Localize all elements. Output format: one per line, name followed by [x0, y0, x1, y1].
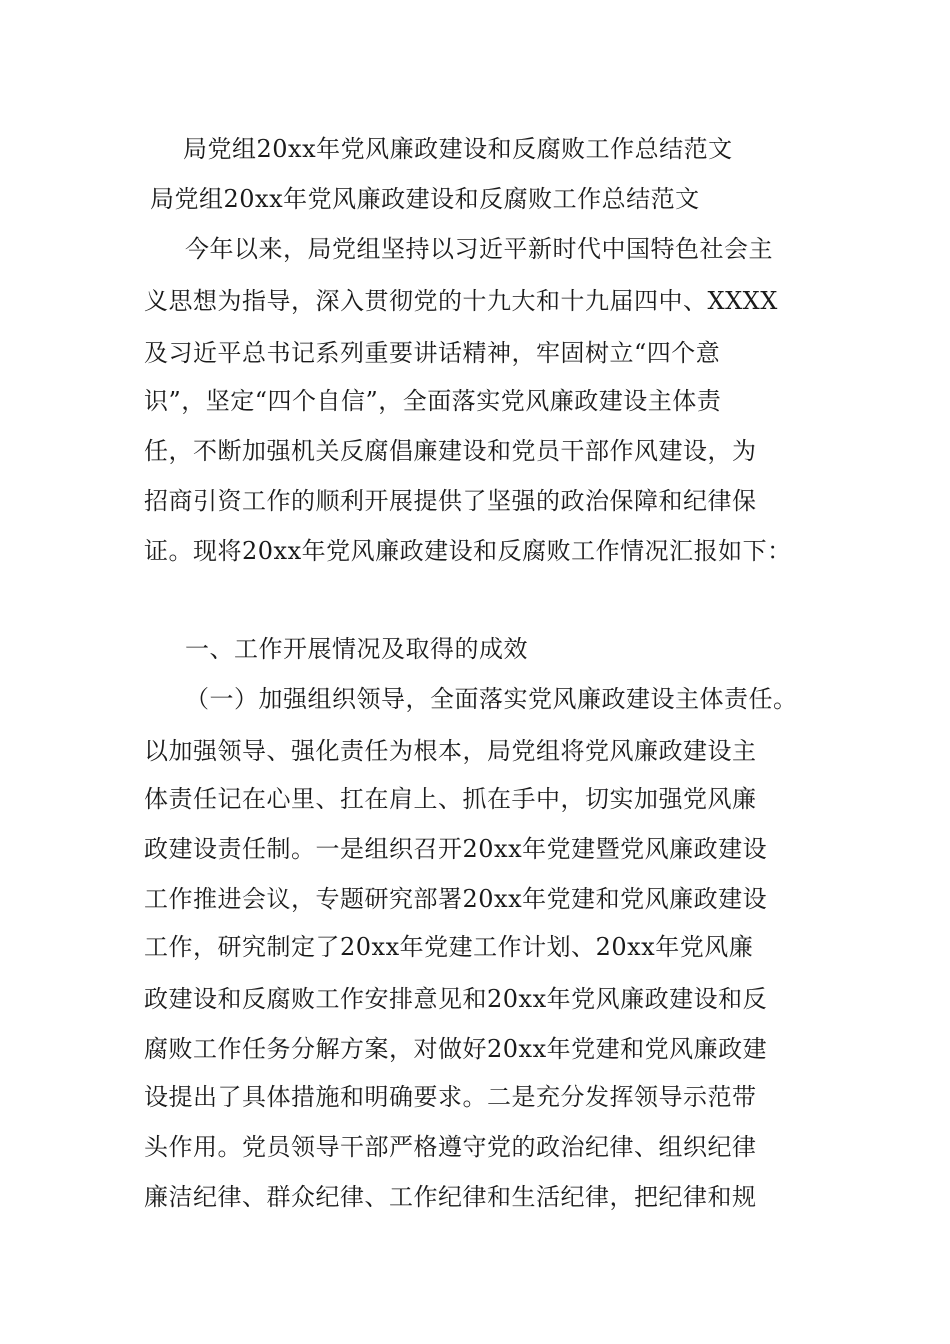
- paragraph-line: 任，不断加强机关反腐倡廉建设和党员干部作风建设，为: [144, 437, 757, 465]
- paragraph-line: 体责任记在心里、扛在肩上、抓在手中，切实加强党风廉: [144, 785, 757, 813]
- paragraph-line: 及习近平总书记系列重要讲话精神，牢固树立“四个意: [144, 339, 721, 367]
- paragraph-line: 政建设和反腐败工作安排意见和20xx年党风廉政建设和反: [144, 985, 768, 1013]
- paragraph-line: 腐败工作任务分解方案，对做好20xx年党建和党风廉政建: [144, 1035, 768, 1063]
- paragraph-line: 招商引资工作的顺利开展提供了坚强的政治保障和纪律保: [144, 487, 757, 515]
- paragraph-line: 以加强领导、强化责任为根本，局党组将党风廉政建设主: [144, 737, 757, 765]
- paragraph-line: 廉洁纪律、群众纪律、工作纪律和生活纪律，把纪律和规: [144, 1183, 757, 1211]
- paragraph-line: 义思想为指导，深入贯彻党的十九大和十九届四中、XXXX: [144, 287, 778, 315]
- paragraph-line: 头作用。党员领导干部严格遵守党的政治纪律、组织纪律: [144, 1133, 757, 1161]
- paragraph-line: 工作推进会议，专题研究部署20xx年党建和党风廉政建设: [144, 885, 768, 913]
- paragraph-line: 识”，坚定“四个自信”，全面落实党风廉政建设主体责: [144, 387, 722, 415]
- paragraph-line: 工作，研究制定了20xx年党建工作计划、20xx年党风廉: [144, 933, 754, 961]
- document-title: 局党组20xx年党风廉政建设和反腐败工作总结范文: [183, 135, 733, 163]
- paragraph-line: 设提出了具体措施和明确要求。二是充分发挥领导示范带: [144, 1083, 757, 1111]
- paragraph-line: （一）加强组织领导，全面落实党风廉政建设主体责任。: [185, 685, 798, 713]
- section-heading: 一、工作开展情况及取得的成效: [185, 635, 528, 663]
- document-subtitle: 局党组20xx年党风廉政建设和反腐败工作总结范文: [150, 185, 700, 213]
- paragraph-line: 政建设责任制。一是组织召开20xx年党建暨党风廉政建设: [144, 835, 768, 863]
- paragraph-line: 证。现将20xx年党风廉政建设和反腐败工作情况汇报如下：: [144, 537, 792, 565]
- paragraph-line: 今年以来，局党组坚持以习近平新时代中国特色社会主: [185, 235, 773, 263]
